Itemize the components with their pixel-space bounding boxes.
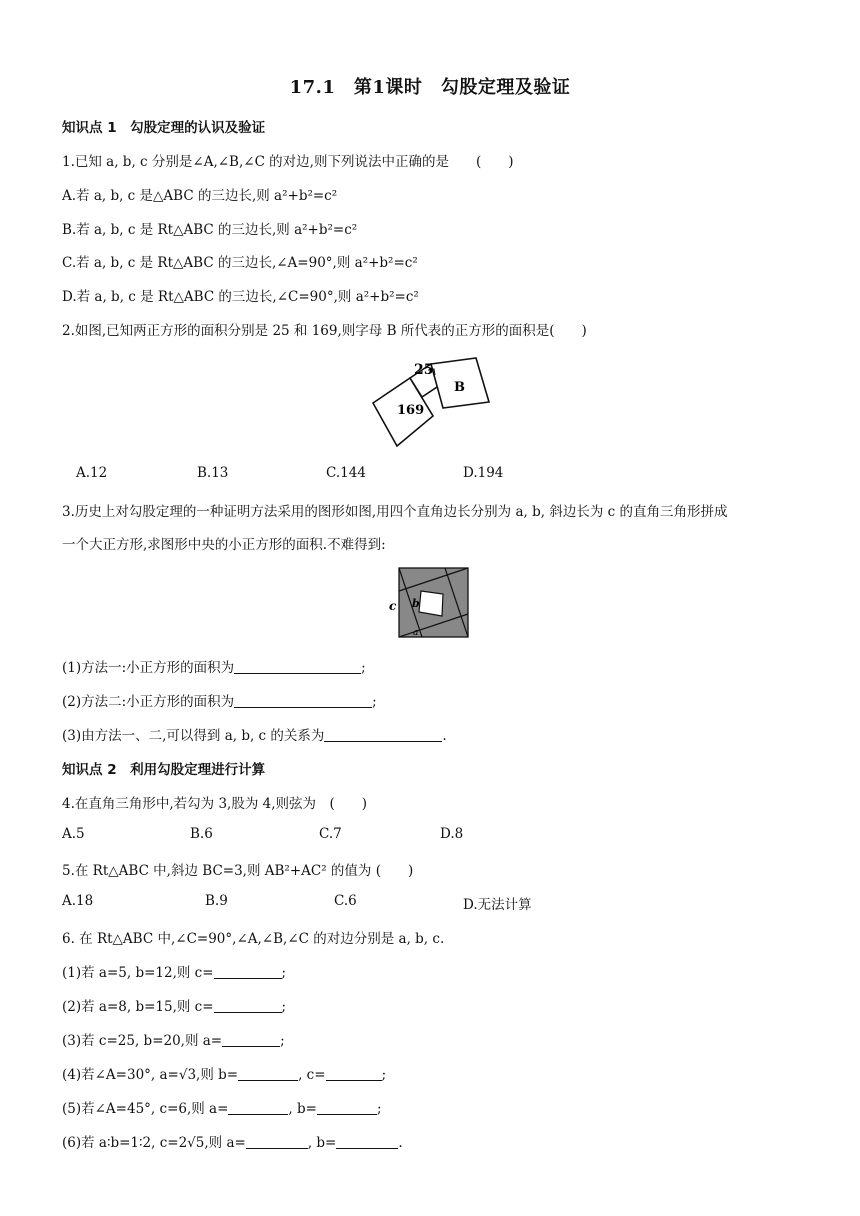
sub-2-blank[interactable] <box>234 693 372 708</box>
question-5-option-c: C.6 <box>334 893 357 909</box>
sub-5-end: ; <box>376 1101 382 1117</box>
question-4-option-d: D.8 <box>440 826 464 842</box>
question-4-option-c: C.7 <box>319 826 342 842</box>
question-1-stem: 1.已知 a, b, c 分别是∠A,∠B,∠C 的对边,则下列说法中正确的是 ( ) <box>62 154 514 170</box>
question-5-option-a: A.18 <box>62 893 94 909</box>
page-title: 17.1 第1课时 勾股定理及验证 <box>289 77 571 98</box>
sub-1-text: (1)方法一:小正方形的面积为 <box>62 660 235 676</box>
sub-5-blank-b[interactable] <box>317 1100 377 1115</box>
sub-6-end: . <box>398 1135 403 1151</box>
label-169: 169 <box>397 403 425 418</box>
sub-1-end: ; <box>361 660 366 676</box>
question-5-option-b: B.9 <box>205 893 228 909</box>
label-b: B <box>454 380 465 395</box>
sub-3-blank[interactable] <box>222 1032 280 1047</box>
question-6-sub-6 <box>62 1131 403 1151</box>
sub-6-blank-b[interactable] <box>336 1134 398 1149</box>
sub-4-mid: , c= <box>298 1067 326 1083</box>
knowledge-point-2-heading: 知识点 2 利用勾股定理进行计算 <box>62 762 266 778</box>
question-2-figure <box>368 348 494 450</box>
sub-3-text: (3)由方法一、二,可以得到 a, b, c 的关系为 <box>62 728 325 744</box>
sub-6-text: (6)若 a∶b=1∶2, c=2√5,则 a= <box>62 1135 246 1151</box>
question-4-option-a: A.5 <box>62 826 85 842</box>
question-1-option-c: C.若 a, b, c 是 Rt△ABC 的三边长,∠A=90°,则 a²+b²=c² <box>62 255 418 271</box>
question-6-sub-3 <box>62 1029 285 1049</box>
question-6-stem: 6. 在 Rt△ABC 中,∠C=90°,∠A,∠B,∠C 的对边分别是 a, b, c. <box>62 931 445 947</box>
center-small-square <box>419 591 443 616</box>
question-1-option-d: D.若 a, b, c 是 Rt△ABC 的三边长,∠C=90°,则 a²+b²=c² <box>62 289 419 305</box>
question-2-option-d: D.194 <box>463 465 504 481</box>
question-1-option-b: B.若 a, b, c 是 Rt△ABC 的三边长,则 a²+b²=c² <box>62 222 358 238</box>
question-6-sub-4 <box>62 1063 386 1083</box>
sub-4-text: (4)若∠A=30°, a=√3,则 b= <box>62 1067 239 1083</box>
question-3-figure <box>386 564 472 640</box>
sub-4-blank-b[interactable] <box>238 1066 298 1081</box>
sub-2-end: ; <box>281 999 287 1015</box>
question-2-stem: 2.如图,已知两正方形的面积分别是 25 和 169,则字母 B 所代表的正方形的面积是( ) <box>62 323 587 339</box>
sub-4-end: ; <box>381 1067 387 1083</box>
question-5-stem: 5.在 Rt△ABC 中,斜边 BC=3,则 AB²+AC² 的值为 ( ) <box>62 863 414 879</box>
question-3-stem-line-1: 3.历史上对勾股定理的一种证明方法采用的图形如图,用四个直角边长分别为 a, b, 斜边长为 c 的直角三角形拼成 <box>62 504 728 520</box>
sub-3-blank[interactable] <box>324 727 442 742</box>
question-5-option-d: D.无法计算 <box>463 897 532 913</box>
label-25: 25 <box>414 362 434 378</box>
question-6-sub-5 <box>62 1097 382 1117</box>
sub-1-end: ; <box>281 965 287 981</box>
question-6-sub-1 <box>62 961 286 981</box>
sub-1-text: (1)若 a=5, b=12,则 c= <box>62 965 214 981</box>
sub-2-blank[interactable] <box>214 998 282 1013</box>
question-3-sub-3 <box>62 724 447 744</box>
question-6-sub-2 <box>62 995 286 1015</box>
sub-5-blank-a[interactable] <box>228 1100 288 1115</box>
sub-2-text: (2)方法二:小正方形的面积为 <box>62 694 235 710</box>
sub-3-text: (3)若 c=25, b=20,则 a= <box>62 1033 223 1049</box>
sub-3-end: . <box>442 728 447 744</box>
label-b: b <box>412 597 420 610</box>
label-c: c <box>389 599 397 613</box>
question-2-option-c: C.144 <box>326 465 366 481</box>
sub-6-mid: , b= <box>307 1135 337 1151</box>
sub-6-blank-a[interactable] <box>246 1134 308 1149</box>
sub-2-text: (2)若 a=8, b=15,则 c= <box>62 999 214 1015</box>
question-3-sub-1 <box>62 656 366 676</box>
question-2-option-a: A.12 <box>76 465 108 481</box>
question-3-sub-2 <box>62 690 377 710</box>
question-2-option-b: B.13 <box>197 465 229 481</box>
knowledge-point-1-heading: 知识点 1 勾股定理的认识及验证 <box>62 120 266 136</box>
sub-5-mid: , b= <box>288 1101 317 1117</box>
question-3-stem-line-2: 一个大正方形,求图形中央的小正方形的面积.不难得到: <box>62 537 386 553</box>
sub-3-end: ; <box>280 1033 285 1049</box>
sub-1-blank[interactable] <box>234 659 361 674</box>
question-4-option-b: B.6 <box>190 826 213 842</box>
label-a: a <box>413 628 419 638</box>
sub-2-end: ; <box>372 694 377 710</box>
question-1-option-a: A.若 a, b, c 是△ABC 的三边长,则 a²+b²=c² <box>62 188 338 204</box>
question-4-stem: 4.在直角三角形中,若勾为 3,股为 4,则弦为 ( ) <box>62 796 368 812</box>
sub-5-text: (5)若∠A=45°, c=6,则 a= <box>62 1101 229 1117</box>
sub-4-blank-c[interactable] <box>326 1066 382 1081</box>
sub-1-blank[interactable] <box>214 964 282 979</box>
